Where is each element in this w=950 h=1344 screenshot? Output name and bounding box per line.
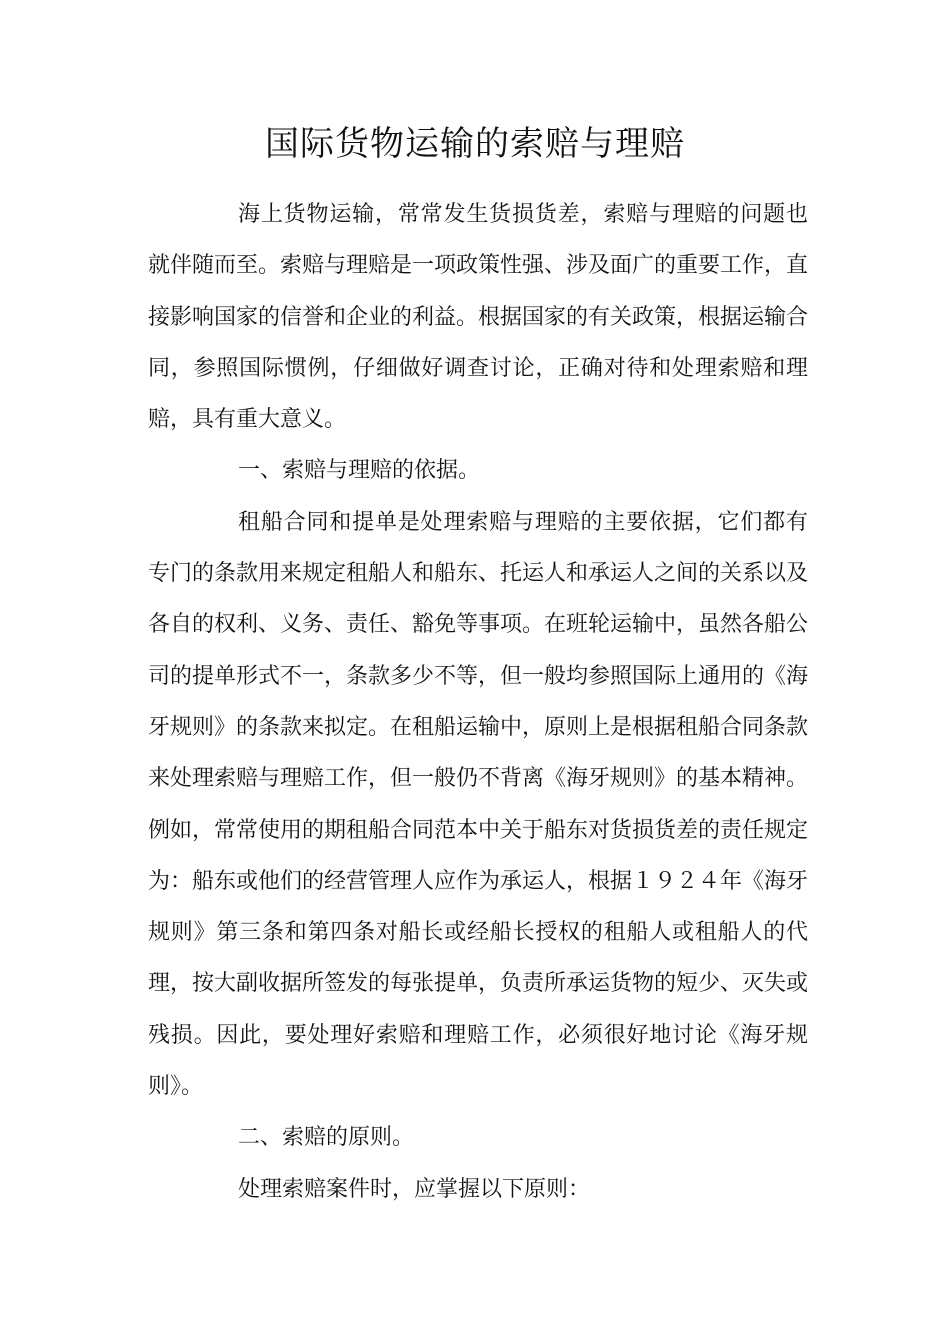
paragraph-intro: 海上货物运输，常常发生货损货差，索赔与理赔的问题也就伴随而至。索赔与理赔是一项政策性强、涉及面广的重要工作，直接影响国家的信誉和企业的利益。根据国家的有关政策，根据运输合同，参照国际惯例，仔细做好调查讨论，正确对待和处理索赔和理赔，具有重大意义。 <box>148 202 809 433</box>
section-heading-principles: 二、索赔的原则。 <box>238 1125 415 1151</box>
document-body <box>148 189 808 1215</box>
paragraph-principles: 处理索赔案件时，应掌握以下原则： <box>238 1176 591 1202</box>
section-heading-basis: 一、索赔与理赔的依据。 <box>238 458 481 484</box>
paragraph-basis: 租船合同和提单是处理索赔与理赔的主要依据，它们都有专门的条款用来规定租船人和船东、托运人和承运人之间的关系以及各自的权利、义务、责任、豁免等事项。在班轮运输中，虽然各船公司的提单形式不一，条款多少不等，但一般均参照国际上通用的《海牙规则》的条款来拟定。在租船运输中，原则上是根据租船合同条款来处理索赔与理赔工作，但一般仍不背离《海牙规则》的基本精神。例如，常常使用的期租船合同范本中关于船东对货损货差的责任规定为：船东或他们的经营管理人应作为承运人，根据１９２４年《海牙规则》第三条和第四条对船长或经船长授权的租船人或租船人的代理，按大副收据所签发的每张提单，负责所承运货物的短少、灭失或残损。因此，要处理好索赔和理赔工作，必须很好地讨论《海牙规则》。 <box>148 509 809 1100</box>
document-title: 国际货物运输的索赔与理赔 <box>265 124 685 164</box>
